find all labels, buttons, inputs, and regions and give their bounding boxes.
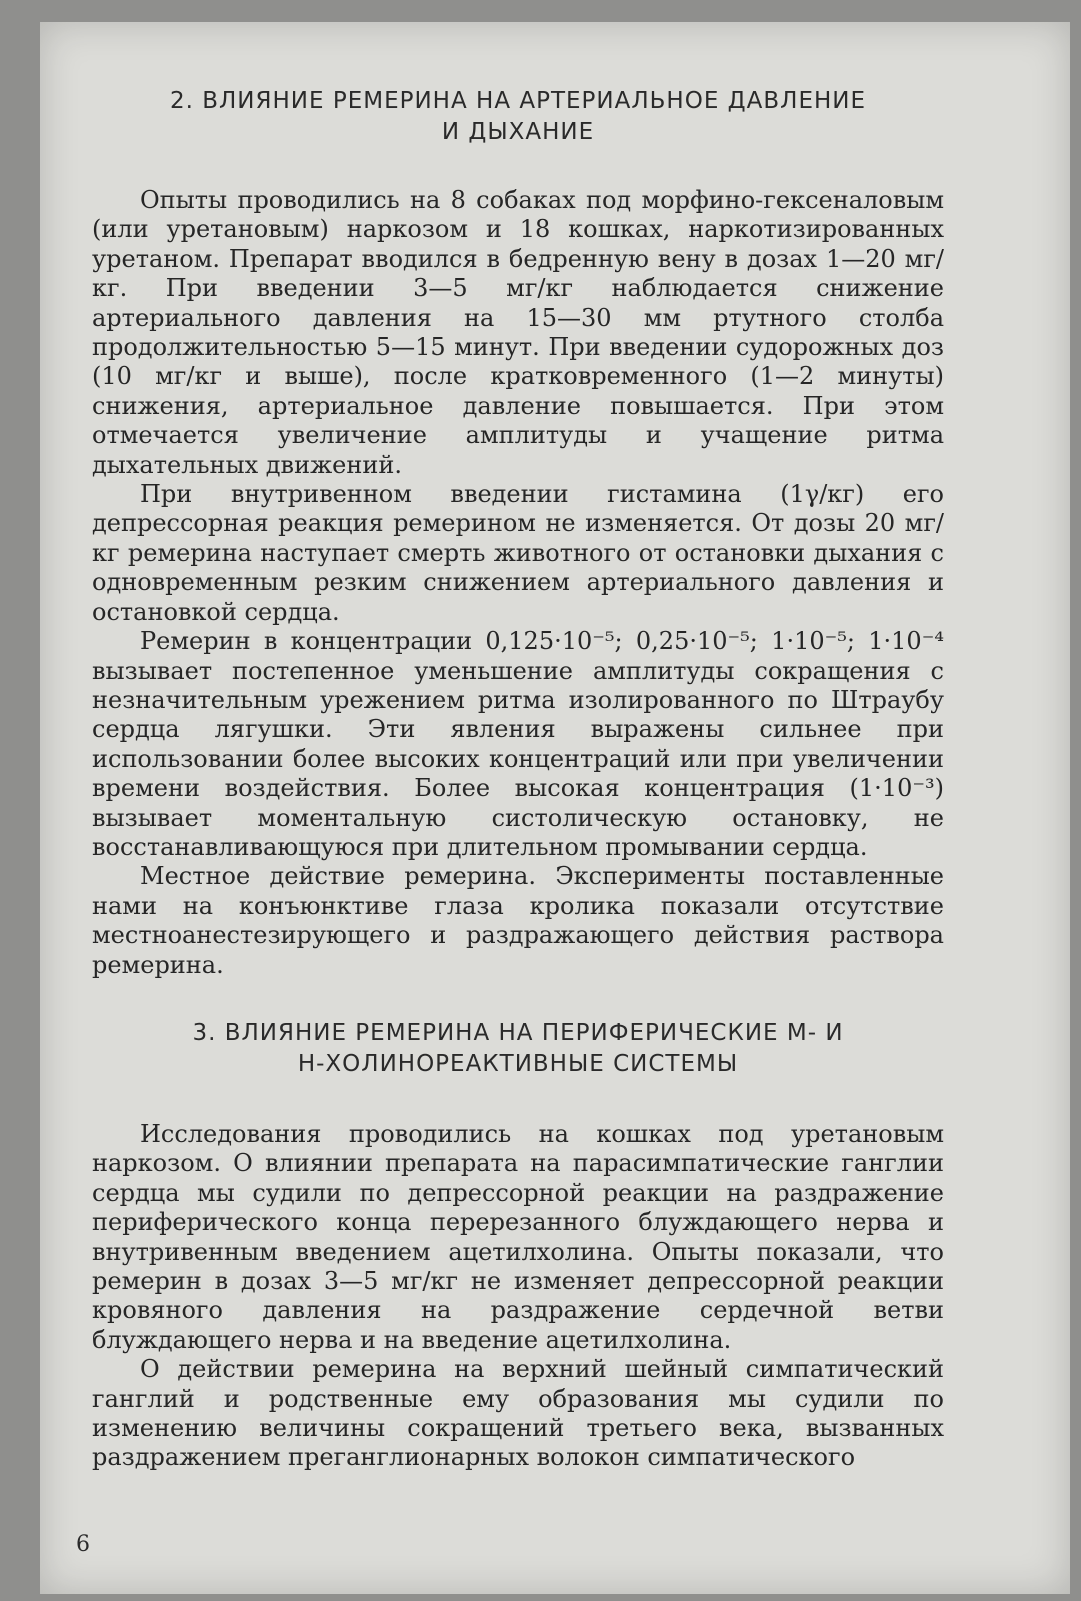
page-content	[92, 86, 944, 1473]
section-2-title-line-2: И ДЫХАНИЕ	[441, 119, 595, 145]
paragraph: Ремерин в концентрации 0,125·10⁻⁵; 0,25·10⁻⁵; 1·10⁻⁵; 1·10⁻⁴ вызывает постепенное уменьшение амплитуды сокращения с незначительным урежением ритма изолированного по Штраубу сердца лягушки. Эти явления выражены сильнее при использовании более высоких концентраций или при увеличении времени воздействия. Более высокая концентрация (1·10⁻³) вызывает моментальную систолическую остановку, не восстанавливающуюся при длительном промывании сердца.	[92, 627, 944, 861]
section-3-heading	[92, 1018, 944, 1080]
paragraph: При внутривенном введении гистамина (1γ/кг) его депрессорная реакция ремерином не изменяется. От дозы 20 мг/кг ремерина наступает смерть животного от остановки дыхания с одновременным резким снижением артериального давления и остановкой сердца.	[92, 480, 944, 626]
paragraph: О действии ремерина на верхний шейный симпатический ганглий и родственные ему образования мы судили по изменению величины сокращений третьего века, вызванных раздражением преганглионарных волокон симпатического	[92, 1355, 944, 1472]
paragraph: Опыты проводились на 8 собаках под морфино-гексеналовым (или уретановым) наркозом и 18 кошках, наркотизированных уретаном. Препарат вводился в бедренную вену в дозах 1—20 мг/кг. При введении 3—5 мг/кг наблюдается снижение артериального давления на 15—30 мм ртутного столба продолжительностью 5—15 минут. При введении судорожных доз (10 мг/кг и выше), после кратковременного (1—2 минуты) снижения, артериальное давление повышается. При этом отмечается увеличение амплитуды и учащение ритма дыхательных движений.	[92, 186, 944, 479]
section-2-title-line-1: 2. ВЛИЯНИЕ РЕМЕРИНА НА АРТЕРИАЛЬНОЕ ДАВЛЕНИЕ	[169, 88, 867, 114]
book-page	[40, 22, 1070, 1594]
section-3-title-line-1: 3. ВЛИЯНИЕ РЕМЕРИНА НА ПЕРИФЕРИЧЕСКИЕ М- И	[192, 1019, 844, 1046]
section-3-title-line-2: Н-ХОЛИНОРЕАКТИВНЫЕ СИСТЕМЫ	[297, 1050, 739, 1077]
paragraph: Местное действие ремерина. Эксперименты поставленные нами на конъюнктиве глаза кролика показали отсутствие местноанестезирующего и раздражающего действия раствора ремерина.	[92, 862, 944, 979]
page-number: 6	[76, 1532, 90, 1557]
paragraph: Исследования проводились на кошках под уретановым наркозом. О влиянии препарата на парасимпатические ганглии сердца мы судили по депрессорной реакции на раздражение периферического конца перерезанного блуждающего нерва и внутривенным введением ацетилхолина. Опыты показали, что ремерин в дозах 3—5 мг/кг не изменяет депрессорной реакции кровяного давления на раздражение сердечной ветви блуждающего нерва и на введение ацетилхолина.	[92, 1119, 944, 1354]
section-2-heading	[92, 86, 944, 148]
